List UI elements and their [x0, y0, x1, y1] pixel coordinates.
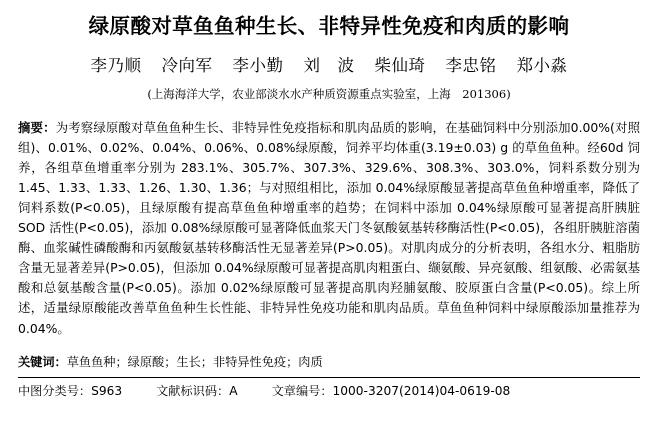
- author-name: 李小勤: [232, 55, 284, 75]
- author-list: [18, 52, 640, 76]
- author-name: 郑小淼: [516, 55, 568, 75]
- abstract-text: 为考察绿原酸对草鱼鱼种生长、非特异性免疫指标和肌肉品质的影响，在基础饲料中分别添加0.00%(对照组)、0.01%、0.02%、0.04%、0.06%、0.08%绿原酸，饲养平均体重(3.19±0.03) g 的草鱼鱼种。经60d 饲养，各组草鱼增重率分别为 283.1%、305.7%、307.3%、329.6%、308.3%、303.0%，饲料系数分别为1.45、1.33、1.33、1.26、1.30、1.36；与对照组相比，添加 0.04%绿原酸显著提高草鱼鱼种增重率，降低了饲料系数(P<0.05)，且绿原酸有提高草鱼鱼种增重率的趋势；在饲料中添加 0.04%绿原酸可显著提高肝胰脏 SOD 活性(P<0.05)，添加 0.08%绿原酸可显著降低血浆天门冬氨酸氨基转移酶活性(P<0.05)，各组肝胰脏溶菌酶、血浆碱性磷酸酶和丙氨酸氨基转移酶活性无显著差异(P>0.05)。对肌肉成分的分析表明，各组水分、粗脂肪含量无显著差异(P>0.05)，但添加 0.04%绿原酸可显著提高肌肉粗蛋白、缬氨酸、异亮氨酸、组氨酸、必需氨基酸和总氨基酸含量(P<0.05)。添加 0.02%绿原酸可显著提高肌肉羟脯氨酸、胶原蛋白含量(P<0.05)。综上所述，适量绿原酸能改善草鱼鱼种生长性能、非特异性免疫功能和肌肉品质。草鱼鱼种饲料中绿原酸添加量推荐为 0.04%。: [18, 119, 640, 336]
- page-title: 绿原酸对草鱼鱼种生长、非特异性免疫和肉质的影响: [88, 14, 570, 38]
- article-number-value: 1000-3207(2014)04-0619-08: [332, 383, 511, 398]
- author-name: 李乃顺: [90, 55, 142, 75]
- article-number-label: 文章编号：: [271, 383, 333, 398]
- classification-value: S963: [91, 383, 123, 398]
- keywords-text: 草鱼鱼种；绿原酸；生长；非特异性免疫；肉质: [66, 354, 323, 369]
- abstract-block: [18, 118, 640, 339]
- classification-label: 中图分类号：: [18, 383, 92, 398]
- article-number: [272, 383, 511, 400]
- keywords-block: [18, 353, 640, 371]
- author-name: 柴仙琦: [374, 55, 426, 75]
- classification-number: [18, 383, 122, 400]
- author-name: 冷向军: [161, 55, 213, 75]
- keywords-label: 关键词：: [18, 354, 67, 369]
- author-name: 李忠铭: [445, 55, 497, 75]
- author-name: 刘 波: [303, 55, 355, 75]
- document-code-label: 文献标识码：: [156, 383, 230, 398]
- divider: [18, 377, 640, 378]
- footer-meta: [18, 383, 640, 400]
- document-code: [156, 383, 237, 400]
- abstract-label: 摘要：: [18, 119, 56, 135]
- affiliation: (上海海洋大学，农业部淡水水产种质资源重点实验室，上海 201306): [147, 86, 511, 101]
- document-code-value: A: [229, 383, 238, 398]
